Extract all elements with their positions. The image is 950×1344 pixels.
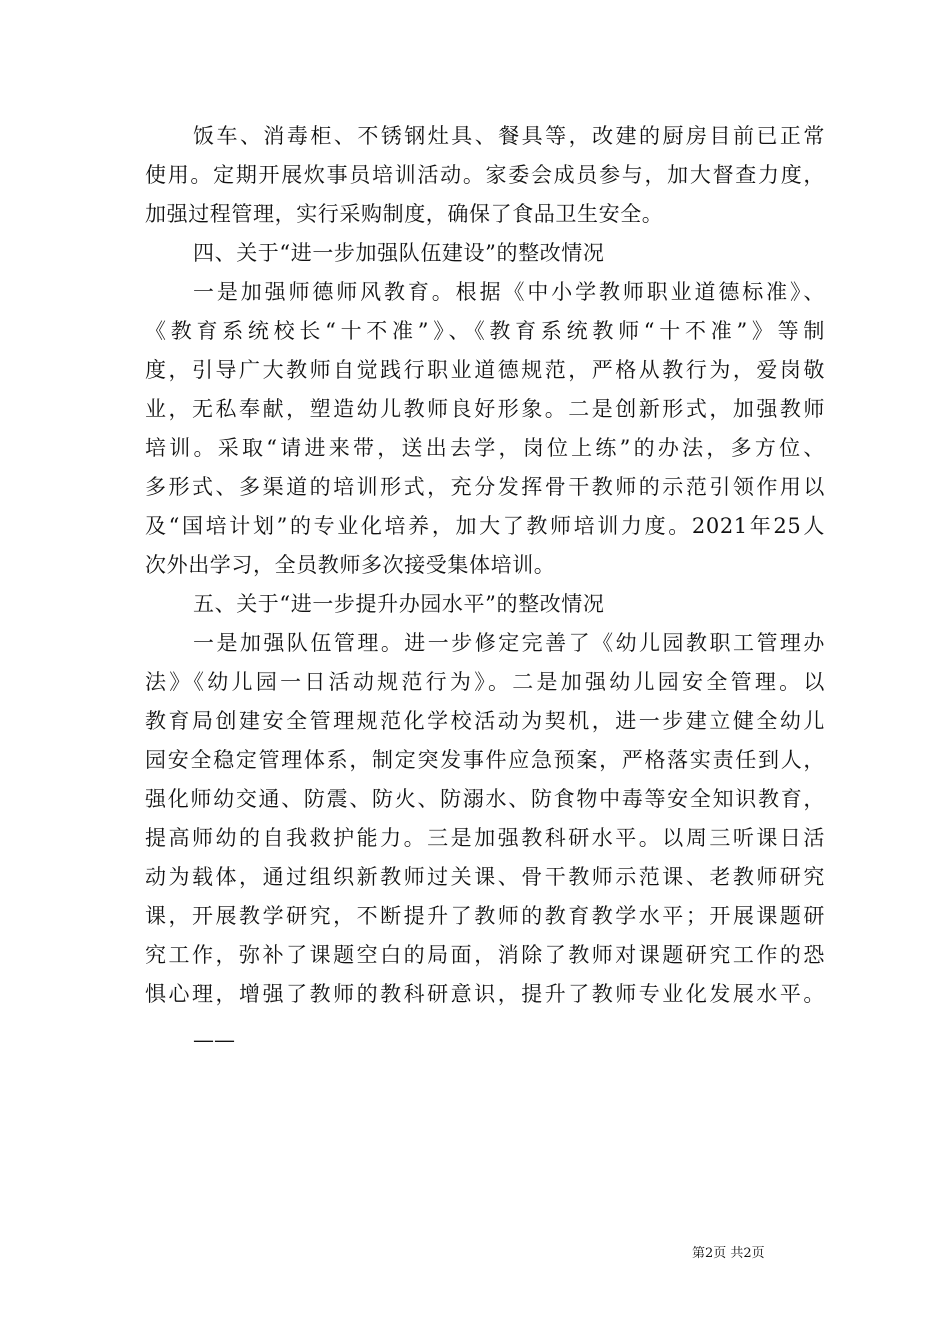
paragraph-line: 究工作，弥补了课题空白的局面，消除了教师对课题研究工作的恐 xyxy=(145,943,825,967)
section-heading: 四、关于“进一步加强队伍建设”的整改情况 xyxy=(193,241,605,265)
paragraph-line: 使用。定期开展炊事员培训活动。家委会成员参与，加大督查力度， xyxy=(145,163,825,187)
paragraph-line: 及“国培计划”的专业化培养，加大了教师培训力度。2021年25人 xyxy=(145,514,825,538)
paragraph-line: 一是加强师德师风教育。根据《中小学教师职业道德标准》、 xyxy=(193,280,825,304)
paragraph-line: 《教育系统校长“十不准”》、《教育系统教师“十不准”》等制 xyxy=(145,319,825,343)
paragraph-line: 园安全稳定管理体系，制定突发事件应急预案，严格落实责任到人， xyxy=(145,748,825,772)
paragraph-line: 多形式、多渠道的培训形式，充分发挥骨干教师的示范引领作用以 xyxy=(145,475,825,499)
paragraph-line: 加强过程管理，实行采购制度，确保了食品卫生安全。 xyxy=(145,202,664,226)
paragraph-line: 惧心理，增强了教师的教科研意识，提升了教师专业化发展水平。 xyxy=(145,982,825,1006)
paragraph-line: 培训。采取“请进来带，送出去学，岗位上练”的办法，多方位、 xyxy=(145,436,825,460)
paragraph-line: 法》《幼儿园一日活动规范行为》。二是加强幼儿园安全管理。以 xyxy=(145,670,825,694)
paragraph-line: 课，开展教学研究，不断提升了教师的教育教学水平；开展课题研 xyxy=(145,904,825,928)
paragraph-line: 度，引导广大教师自觉践行职业道德规范，严格从教行为，爱岗敬 xyxy=(145,358,825,382)
section-heading: 五、关于“进一步提升办园水平”的整改情况 xyxy=(193,592,605,616)
paragraph-line: 提高师幼的自我救护能力。三是加强教科研水平。以周三听课日活 xyxy=(145,826,825,850)
em-dash: —— xyxy=(193,1028,235,1052)
paragraph-line: 强化师幼交通、防震、防火、防溺水、防食物中毒等安全知识教育， xyxy=(145,787,825,811)
paragraph-line: 次外出学习，全员教师多次接受集体培训。 xyxy=(145,553,556,577)
page-number: 第2页 共2页 xyxy=(692,1246,765,1261)
paragraph-line: 饭车、消毒柜、不锈钢灶具、餐具等，改建的厨房目前已正常 xyxy=(193,124,825,148)
paragraph-line: 动为载体，通过组织新教师过关课、骨干教师示范课、老教师研究 xyxy=(145,865,825,889)
paragraph-line: 业，无私奉献，塑造幼儿教师良好形象。二是创新形式，加强教师 xyxy=(145,397,825,421)
paragraph-line: 教育局创建安全管理规范化学校活动为契机，进一步建立健全幼儿 xyxy=(145,709,825,733)
paragraph-line: 一是加强队伍管理。进一步修定完善了《幼儿园教职工管理办 xyxy=(193,631,825,655)
